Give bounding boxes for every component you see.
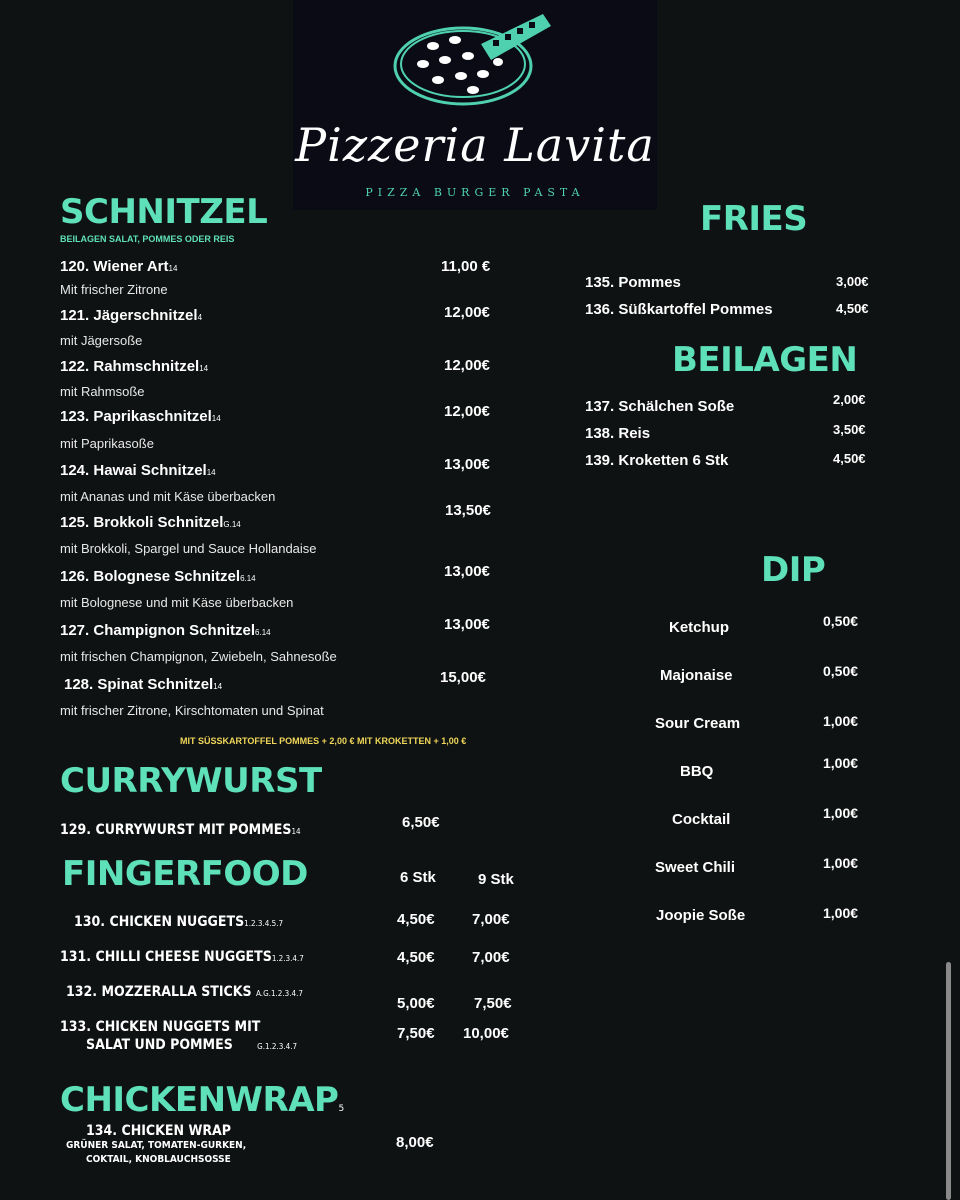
menu-item-price: 13,50€ bbox=[445, 502, 491, 519]
menu-item-price: 2,00€ bbox=[833, 392, 866, 407]
fries-heading: FRIES bbox=[700, 199, 808, 239]
menu-item-name: 139. Kroketten 6 Stk bbox=[585, 452, 729, 469]
menu-item-name: 129. CURRYWURST MIT POMMES14 bbox=[60, 822, 301, 838]
restaurant-name: Pizzeria Lavita bbox=[295, 118, 655, 172]
dip-item-name: Sweet Chili bbox=[655, 859, 736, 876]
menu-item-price: 12,00€ bbox=[444, 357, 490, 374]
menu-item-name: 131. CHILLI CHEESE NUGGETS1.2.3.4.7 bbox=[60, 949, 304, 965]
menu-item-name: 130. CHICKEN NUGGETS1.2.3.4.5.7 bbox=[74, 914, 284, 930]
menu-item-price: 4,50€ bbox=[833, 451, 866, 466]
menu-item-price-9: 7,00€ bbox=[472, 911, 510, 928]
dip-item-price: 0,50€ bbox=[823, 663, 859, 679]
restaurant-tagline: PIZZA BURGER PASTA bbox=[365, 186, 585, 199]
fingerfood-heading: FINGERFOOD bbox=[62, 854, 308, 894]
menu-item-name: 133. CHICKEN NUGGETS MIT bbox=[60, 1019, 261, 1035]
dip-item-name: Ketchup bbox=[669, 619, 729, 636]
logo bbox=[293, 0, 657, 210]
pizza-logo-icon bbox=[393, 4, 553, 109]
menu-item-price: 4,50€ bbox=[836, 301, 869, 316]
dip-item-name: Majonaise bbox=[660, 667, 733, 684]
menu-item-name: 135. Pommes bbox=[585, 274, 681, 291]
menu-item-name: 128. Spinat Schnitzel14 bbox=[64, 676, 223, 693]
menu-item-name: 123. Paprikaschnitzel14 bbox=[60, 408, 221, 425]
menu-item-name: 121. Jägerschnitzel4 bbox=[60, 307, 203, 324]
menu-item-price-9: 7,00€ bbox=[472, 949, 510, 966]
menu-item-price-6: 4,50€ bbox=[397, 949, 435, 966]
dip-item-name: Joopie Soße bbox=[656, 907, 746, 924]
menu-item-note: mit Jägersoße bbox=[60, 333, 143, 348]
menu-item-name: 126. Bolognese Schnitzel6.14 bbox=[60, 568, 256, 585]
menu-item-name: 122. Rahmschnitzel14 bbox=[60, 358, 209, 375]
dip-item-price: 1,00€ bbox=[823, 805, 859, 821]
menu-item-price: 6,50€ bbox=[402, 814, 440, 831]
dip-item-price: 1,00€ bbox=[823, 713, 859, 729]
column-header-9stk: 9 Stk bbox=[478, 871, 514, 888]
menu-item-price-6: 5,00€ bbox=[397, 995, 435, 1012]
menu-item-note: mit Brokkoli, Spargel und Sauce Hollandaise bbox=[60, 541, 317, 556]
menu-item-price-6: 4,50€ bbox=[397, 911, 435, 928]
menu-item-price: 12,00€ bbox=[444, 304, 490, 321]
menu-item-price: 12,00€ bbox=[444, 403, 490, 420]
dip-item-price: 0,50€ bbox=[823, 613, 859, 629]
column-header-6stk: 6 Stk bbox=[400, 869, 436, 886]
menu-item-price-6: 7,50€ bbox=[397, 1025, 435, 1042]
menu-item-name: 125. Brokkoli SchnitzelG.14 bbox=[60, 514, 241, 531]
currywurst-heading: CURRYWURST bbox=[60, 761, 322, 801]
menu-item-note: mit frischer Zitrone, Kirschtomaten und Spinat bbox=[60, 703, 324, 718]
schnitzel-subheading: BEILAGEN SALAT, POMMES ODER REIS bbox=[60, 234, 235, 244]
menu-item-note: mit Bolognese und mit Käse überbacken bbox=[60, 595, 294, 610]
menu-item-note: COKTAIL, KNOBLAUCHSOSSE bbox=[86, 1154, 231, 1165]
menu-item-name: 132. MOZZERALLA STICKS A.G.1.2.3.4.7 bbox=[66, 984, 303, 1000]
chickenwrap-heading: CHICKENWRAP5 bbox=[60, 1080, 344, 1120]
menu-item-name: 124. Hawai Schnitzel14 bbox=[60, 462, 216, 479]
menu-item-name: 127. Champignon Schnitzel6.14 bbox=[60, 622, 271, 639]
menu-item-name: 120. Wiener Art14 bbox=[60, 258, 178, 275]
scrollbar[interactable] bbox=[946, 962, 951, 1200]
menu-item-price-9: 10,00€ bbox=[463, 1025, 509, 1042]
menu-item-note: mit Rahmsoße bbox=[60, 384, 145, 399]
menu-item-price: 3,00€ bbox=[836, 274, 869, 289]
menu-item-price-9: 7,50€ bbox=[474, 995, 512, 1012]
menu-item-price: 11,00 € bbox=[441, 258, 491, 275]
dip-heading: DIP bbox=[761, 550, 826, 590]
dip-item-name: Sour Cream bbox=[655, 715, 741, 732]
menu-item-price: 13,00€ bbox=[444, 456, 490, 473]
menu-item-note: mit Paprikasoße bbox=[60, 436, 154, 451]
menu-item-note: Mit frischer Zitrone bbox=[60, 282, 168, 297]
schnitzel-extras-note: MIT SÜSSKARTOFFEL POMMES + 2,00 € MIT KROKETTEN + 1,00 € bbox=[180, 736, 467, 746]
dip-item-price: 1,00€ bbox=[823, 855, 859, 871]
menu-item-name: 138. Reis bbox=[585, 425, 651, 442]
menu-item-note: mit frischen Champignon, Zwiebeln, Sahnesoße bbox=[60, 649, 337, 664]
menu-item-price: 3,50€ bbox=[833, 422, 866, 437]
menu-item-name: 137. Schälchen Soße bbox=[585, 398, 735, 415]
dip-item-name: Cocktail bbox=[672, 811, 731, 828]
schnitzel-heading: SCHNITZEL bbox=[60, 192, 268, 232]
beilagen-heading: BEILAGEN bbox=[672, 340, 858, 380]
menu-item-price: 13,00€ bbox=[444, 616, 490, 633]
menu-item-note: GRÜNER SALAT, TOMATEN-GURKEN, bbox=[66, 1140, 247, 1151]
dip-item-price: 1,00€ bbox=[823, 905, 859, 921]
menu-item-name: 134. CHICKEN WRAP bbox=[86, 1123, 232, 1139]
menu-item-note: mit Ananas und mit Käse überbacken bbox=[60, 489, 276, 504]
menu-item-price: 13,00€ bbox=[444, 563, 490, 580]
menu-item-price: 15,00€ bbox=[440, 669, 486, 686]
menu-item-price: 8,00€ bbox=[396, 1134, 434, 1151]
menu-item-name-line2: SALAT UND POMMES G.1.2.3.4.7 bbox=[86, 1037, 298, 1053]
dip-item-price: 1,00€ bbox=[823, 755, 859, 771]
dip-item-name: BBQ bbox=[680, 763, 714, 780]
menu-item-name: 136. Süßkartoffel Pommes bbox=[585, 301, 773, 318]
